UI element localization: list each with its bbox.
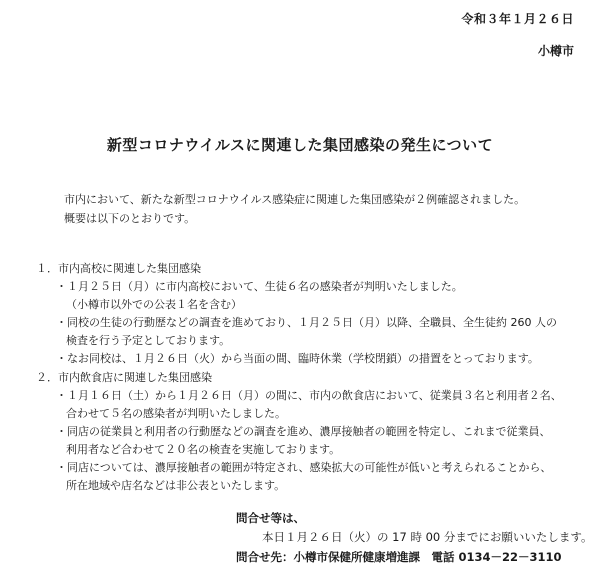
section-2-line: 合わせて５名の感染者が判明いたしました。 bbox=[66, 407, 286, 420]
section-1-line: ・１月２５日（月）に市内高校において、生徒６名の感染者が判明いたしました。 bbox=[56, 280, 463, 293]
section-2-heading: ２．市内飲食店に関連した集団感染 bbox=[36, 371, 212, 384]
intro-line-1: 市内において、新たな新型コロナウイルス感染症に関連した集団感染が２例確認されました。 bbox=[64, 193, 526, 206]
contact-heading: 問合せ等は、 bbox=[236, 511, 305, 525]
document-title: 新型コロナウイルスに関連した集団感染の発生について bbox=[106, 136, 494, 154]
document-date: 令和３年１月２６日 bbox=[461, 12, 574, 26]
section-1-line: ・同校の生徒の行動歴などの調査を進めており、１月２５日（月）以降、全職員、全生徒約 260 人の bbox=[56, 316, 557, 329]
section-2-line: ・同店については、濃厚接触者の範囲が特定され、感染拡大の可能性が低いと考えられることから、 bbox=[56, 461, 552, 474]
section-1-line: ・なお同校は、１月２６日（火）から当面の間、臨時休業（学校閉鎖）の措置をとっております。 bbox=[56, 352, 539, 365]
section-2-line: ・同店の従業員と利用者の行動歴などの調査を進め、濃厚接触者の範囲を特定し、これまで従業員、 bbox=[56, 425, 551, 438]
section-2-line: 利用者など合わせて２０名の検査を実施しております。 bbox=[66, 443, 341, 456]
section-2-line: ・１月１６日（土）から１月２６日（月）の間に、市内の飲食店において、従業員３名と利用者２名、 bbox=[56, 389, 562, 402]
section-1-line: （小樽市以外での公表１名を含む） bbox=[66, 298, 242, 311]
contact-office: 問合せ先：小樽市保健所健康増進課 電話 0134－22－3110 bbox=[236, 550, 562, 564]
section-1-line: 検査を行う予定としております。 bbox=[66, 334, 231, 347]
section-1-heading: １．市内高校に関連した集団感染 bbox=[36, 262, 201, 275]
issuer-name: 小樽市 bbox=[537, 44, 574, 58]
intro-line-2: 概要は以下のとおりです。 bbox=[64, 212, 196, 225]
section-2-line: 所在地域や店名などは非公表といたします。 bbox=[66, 479, 286, 492]
contact-hours: 本日１月２６日（火）の 17 時 00 分までにお願いいたします。 bbox=[262, 530, 593, 544]
